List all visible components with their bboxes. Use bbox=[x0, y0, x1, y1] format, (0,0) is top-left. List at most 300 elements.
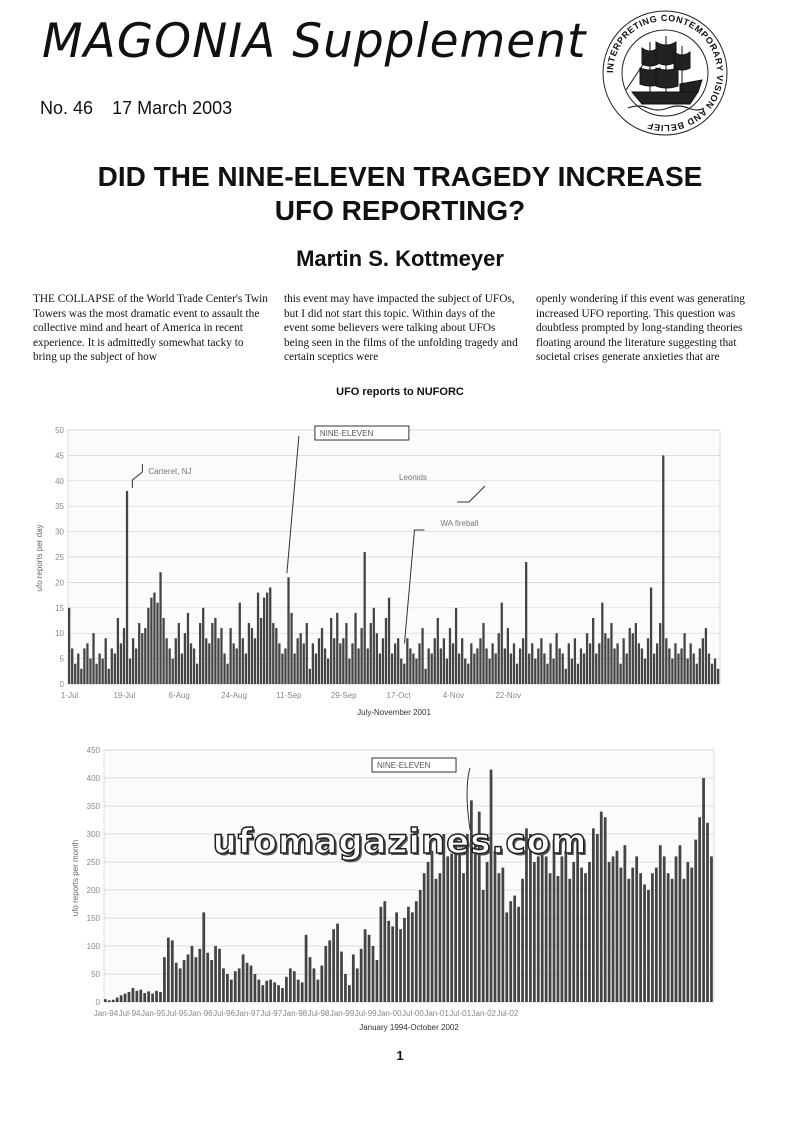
bar bbox=[102, 659, 104, 684]
y-tick-label: 50 bbox=[55, 426, 64, 435]
bar bbox=[250, 966, 253, 1002]
bar bbox=[705, 628, 707, 684]
bar bbox=[517, 907, 520, 1002]
bar bbox=[71, 648, 73, 684]
bar bbox=[504, 648, 506, 684]
bar bbox=[191, 946, 194, 1002]
chart-caption: UFO reports to NUFORC bbox=[336, 386, 464, 398]
bar bbox=[77, 654, 79, 684]
bar bbox=[135, 648, 137, 684]
bar bbox=[473, 654, 475, 684]
bar bbox=[699, 648, 701, 684]
bar bbox=[357, 648, 359, 684]
bar bbox=[257, 980, 260, 1002]
bar bbox=[641, 648, 643, 684]
x-tick-label: Jan-99 bbox=[329, 1009, 355, 1018]
bar bbox=[321, 628, 323, 684]
bar bbox=[171, 940, 174, 1002]
bar bbox=[462, 873, 465, 1002]
bar bbox=[659, 845, 662, 1002]
headline-line-2: UFO REPORTING? bbox=[274, 195, 526, 226]
bar bbox=[474, 840, 477, 1002]
bar bbox=[351, 643, 353, 684]
bar bbox=[284, 648, 286, 684]
bar bbox=[653, 654, 655, 684]
bar bbox=[568, 643, 570, 684]
x-tick-label: Jan-97 bbox=[235, 1009, 260, 1018]
headline-line-1: DID THE NINE-ELEVEN TRAGEDY INCREASE bbox=[97, 161, 703, 192]
bar bbox=[370, 623, 372, 684]
bar bbox=[372, 946, 375, 1002]
bar bbox=[592, 618, 594, 684]
y-tick-label: 350 bbox=[86, 802, 100, 811]
bar bbox=[210, 960, 213, 1002]
bar bbox=[278, 643, 280, 684]
bar bbox=[147, 991, 150, 1002]
bar bbox=[345, 623, 347, 684]
bar bbox=[385, 618, 387, 684]
bar bbox=[223, 654, 225, 684]
bar bbox=[352, 954, 355, 1002]
bar bbox=[638, 643, 640, 684]
bar bbox=[309, 957, 312, 1002]
bar bbox=[671, 879, 674, 1002]
article-column-1: THE COLLAPSE of the World Trade Center's Twin Towers was the most dramatic event to assault the collective mind and heart of America in recent experience. It is admittedly somewhat tacky to bring up the subject of how bbox=[33, 293, 268, 364]
bar bbox=[364, 552, 366, 684]
bar bbox=[229, 628, 231, 684]
bar bbox=[159, 572, 161, 684]
bar bbox=[214, 946, 217, 1002]
bar bbox=[452, 643, 454, 684]
bar bbox=[273, 982, 276, 1002]
bar bbox=[124, 994, 127, 1002]
bar bbox=[287, 577, 289, 684]
bar bbox=[656, 643, 658, 684]
bar bbox=[332, 929, 335, 1002]
bar bbox=[671, 659, 673, 684]
bar bbox=[541, 854, 544, 1002]
bar bbox=[714, 659, 716, 684]
bar bbox=[545, 856, 548, 1002]
bar bbox=[555, 633, 557, 684]
bar bbox=[336, 613, 338, 684]
bar bbox=[525, 562, 527, 684]
bar bbox=[509, 901, 512, 1002]
bar bbox=[565, 669, 567, 684]
bar bbox=[162, 618, 164, 684]
bar bbox=[153, 593, 155, 684]
y-tick-label: 150 bbox=[86, 914, 100, 923]
bar bbox=[238, 968, 241, 1002]
bar bbox=[315, 654, 317, 684]
bar bbox=[412, 654, 414, 684]
bar bbox=[305, 935, 308, 1002]
bar bbox=[195, 957, 198, 1002]
bar bbox=[494, 851, 497, 1002]
bar bbox=[580, 868, 583, 1002]
x-tick-label: Jul-97 bbox=[260, 1009, 283, 1018]
bar bbox=[668, 648, 670, 684]
bar bbox=[373, 608, 375, 684]
bar bbox=[290, 613, 292, 684]
bar bbox=[632, 633, 634, 684]
x-tick-label: Jul-98 bbox=[307, 1009, 330, 1018]
bar bbox=[208, 643, 210, 684]
annotation-label: Carteret, NJ bbox=[148, 467, 192, 476]
bar bbox=[449, 628, 451, 684]
bar bbox=[604, 633, 606, 684]
bar bbox=[528, 654, 530, 684]
bar bbox=[234, 971, 237, 1002]
bar bbox=[584, 873, 587, 1002]
bar bbox=[187, 613, 189, 684]
bar bbox=[391, 926, 394, 1002]
bar bbox=[403, 664, 405, 684]
x-tick-label: Jan-94 bbox=[93, 1009, 119, 1018]
bar bbox=[155, 991, 158, 1002]
bar bbox=[559, 648, 561, 684]
bar bbox=[607, 638, 609, 684]
bar bbox=[172, 659, 174, 684]
bar bbox=[423, 873, 426, 1002]
y-tick-label: 0 bbox=[59, 680, 64, 689]
bar bbox=[190, 643, 192, 684]
bar bbox=[549, 873, 552, 1002]
bar bbox=[407, 907, 410, 1002]
bar bbox=[138, 623, 140, 684]
x-tick-label: 11-Sep bbox=[276, 691, 302, 700]
x-tick-label: Jan-96 bbox=[188, 1009, 213, 1018]
bar bbox=[443, 638, 445, 684]
bar bbox=[105, 638, 107, 684]
bar bbox=[418, 643, 420, 684]
y-tick-label: 400 bbox=[86, 774, 100, 783]
sailing-ship-seal-icon bbox=[598, 6, 732, 140]
bar bbox=[431, 654, 433, 684]
bar bbox=[572, 862, 575, 1002]
bar bbox=[461, 638, 463, 684]
bar bbox=[586, 633, 588, 684]
bar bbox=[639, 873, 642, 1002]
bar bbox=[169, 648, 171, 684]
bar bbox=[354, 613, 356, 684]
y-tick-label: 0 bbox=[95, 998, 100, 1007]
bar bbox=[616, 643, 618, 684]
bar bbox=[199, 623, 201, 684]
bar bbox=[339, 643, 341, 684]
bar bbox=[643, 884, 646, 1002]
bar bbox=[175, 638, 177, 684]
bar bbox=[659, 623, 661, 684]
bar bbox=[612, 856, 615, 1002]
bar bbox=[263, 598, 265, 684]
bar bbox=[479, 638, 481, 684]
y-tick-label: 50 bbox=[91, 970, 100, 979]
bar bbox=[198, 949, 201, 1002]
bar bbox=[686, 659, 688, 684]
x-tick-label: Jul-00 bbox=[402, 1009, 424, 1018]
bar bbox=[348, 985, 351, 1002]
bar bbox=[464, 659, 466, 684]
bar bbox=[233, 643, 235, 684]
bar bbox=[577, 664, 579, 684]
bar bbox=[108, 669, 110, 684]
x-tick-label: 17-Oct bbox=[386, 691, 411, 700]
bar bbox=[427, 862, 430, 1002]
bar bbox=[132, 988, 135, 1002]
x-tick-label: Jan-00 bbox=[377, 1009, 402, 1018]
bar bbox=[708, 654, 710, 684]
bar bbox=[717, 669, 719, 684]
bar bbox=[348, 659, 350, 684]
bar bbox=[694, 840, 697, 1002]
bar bbox=[501, 603, 503, 684]
bar bbox=[376, 633, 378, 684]
x-tick-label: 4-Nov bbox=[442, 691, 465, 700]
bar bbox=[387, 921, 390, 1002]
bar bbox=[277, 985, 280, 1002]
y-tick-label: 20 bbox=[55, 578, 64, 588]
bar bbox=[616, 851, 619, 1002]
bar bbox=[266, 593, 268, 684]
bar bbox=[360, 628, 362, 684]
bar bbox=[431, 851, 434, 1002]
bar bbox=[627, 879, 630, 1002]
x-axis-title: July-November 2001 bbox=[357, 708, 431, 717]
bar bbox=[411, 912, 414, 1002]
bar bbox=[196, 664, 198, 684]
page-number: 1 bbox=[396, 1048, 404, 1063]
bar bbox=[382, 638, 384, 684]
bar bbox=[513, 896, 516, 1002]
bar bbox=[399, 929, 402, 1002]
bar bbox=[428, 648, 430, 684]
bar bbox=[379, 907, 382, 1002]
bar bbox=[202, 608, 204, 684]
bar bbox=[595, 654, 597, 684]
bar bbox=[623, 638, 625, 684]
bar bbox=[89, 659, 91, 684]
bar bbox=[342, 638, 344, 684]
bar bbox=[163, 957, 166, 1002]
bar bbox=[178, 623, 180, 684]
bar bbox=[272, 623, 274, 684]
y-tick-label: 45 bbox=[55, 451, 64, 461]
bar bbox=[297, 980, 300, 1002]
bar bbox=[327, 659, 329, 684]
bar bbox=[117, 618, 119, 684]
bar bbox=[141, 633, 143, 684]
x-tick-label: 29-Sep bbox=[330, 691, 357, 700]
monthly-reports-chart bbox=[0, 738, 800, 1038]
bar bbox=[306, 623, 308, 684]
bar bbox=[458, 654, 460, 684]
y-tick-label: 250 bbox=[86, 858, 100, 867]
masthead-title: MAGONIA Supplement bbox=[42, 14, 587, 69]
bar bbox=[92, 633, 94, 684]
bar bbox=[683, 633, 685, 684]
bar bbox=[340, 952, 343, 1002]
bar bbox=[312, 643, 314, 684]
watermark: ufomagazines.com bbox=[212, 822, 588, 862]
bar bbox=[693, 654, 695, 684]
author-byline: Martin S. Kottmeyer bbox=[296, 246, 504, 271]
bar bbox=[519, 648, 521, 684]
bar bbox=[303, 643, 305, 684]
bar bbox=[574, 638, 576, 684]
bar bbox=[251, 628, 253, 684]
bar bbox=[317, 980, 320, 1002]
bar bbox=[281, 988, 284, 1002]
bar bbox=[505, 912, 508, 1002]
bar bbox=[424, 669, 426, 684]
bar bbox=[257, 593, 259, 684]
bar bbox=[206, 953, 209, 1002]
bar bbox=[674, 643, 676, 684]
bar bbox=[242, 638, 244, 684]
bar bbox=[300, 633, 302, 684]
bar bbox=[330, 618, 332, 684]
bar bbox=[434, 638, 436, 684]
article-column-3: openly wondering if this event was generating increased UFO reporting. This question was doubtless prompted by long-standing theories floating around the literature suggesting that societal crises generate anxieties that are bbox=[536, 293, 745, 364]
bar bbox=[552, 659, 554, 684]
bar bbox=[269, 980, 272, 1002]
y-axis-title: ufo reports per day bbox=[35, 524, 44, 592]
bar bbox=[86, 643, 88, 684]
bar bbox=[635, 623, 637, 684]
bar bbox=[150, 598, 152, 684]
x-tick-label: Jan-01 bbox=[424, 1009, 449, 1018]
bar bbox=[458, 851, 461, 1002]
bar bbox=[696, 664, 698, 684]
bar bbox=[144, 628, 146, 684]
bar bbox=[680, 648, 682, 684]
bar bbox=[631, 868, 634, 1002]
bar bbox=[440, 648, 442, 684]
bar bbox=[388, 598, 390, 684]
bar bbox=[589, 643, 591, 684]
bar bbox=[111, 648, 113, 684]
bar bbox=[120, 643, 122, 684]
article-column-2: this event may have impacted the subject of UFOs, but I did not start this topic. Within days of the event some believers were talking about UFOs being seen in the films of the unfolding tragedy and certain sceptics were bbox=[284, 293, 518, 364]
bar bbox=[498, 873, 501, 1002]
bar bbox=[156, 603, 158, 684]
issue-date: 17 March 2003 bbox=[112, 98, 233, 118]
bar bbox=[588, 862, 591, 1002]
bar bbox=[175, 963, 178, 1002]
bar bbox=[193, 648, 195, 684]
bar bbox=[620, 868, 623, 1002]
bar bbox=[543, 654, 545, 684]
y-tick-label: 450 bbox=[86, 746, 100, 755]
bar bbox=[677, 654, 679, 684]
bar bbox=[601, 603, 603, 684]
bar bbox=[406, 638, 408, 684]
bar bbox=[285, 977, 288, 1002]
x-tick-label: Jul-99 bbox=[354, 1009, 377, 1018]
bar bbox=[95, 664, 97, 684]
bar bbox=[690, 868, 693, 1002]
bar bbox=[663, 856, 666, 1002]
bar bbox=[583, 654, 585, 684]
bar bbox=[120, 995, 123, 1002]
bar bbox=[123, 628, 125, 684]
bar bbox=[439, 873, 442, 1002]
x-axis-title: January 1994-October 2002 bbox=[359, 1023, 459, 1032]
bar bbox=[309, 669, 311, 684]
bar bbox=[143, 993, 146, 1002]
bar bbox=[293, 654, 295, 684]
bar bbox=[275, 628, 277, 684]
bar bbox=[655, 868, 658, 1002]
bar bbox=[455, 608, 457, 684]
bar bbox=[128, 992, 131, 1002]
bar bbox=[379, 654, 381, 684]
bar bbox=[647, 638, 649, 684]
bar bbox=[246, 963, 249, 1002]
y-tick-label: 30 bbox=[55, 527, 64, 537]
bar bbox=[297, 638, 299, 684]
bar bbox=[147, 608, 149, 684]
bar bbox=[220, 628, 222, 684]
bar bbox=[415, 901, 418, 1002]
bar bbox=[686, 862, 689, 1002]
bar bbox=[397, 638, 399, 684]
bar bbox=[236, 648, 238, 684]
bar bbox=[68, 608, 70, 684]
bar bbox=[80, 669, 82, 684]
bar bbox=[482, 623, 484, 684]
x-tick-label: Jul-01 bbox=[449, 1009, 472, 1018]
bar bbox=[623, 845, 626, 1002]
bar bbox=[580, 648, 582, 684]
x-tick-label: Jul-02 bbox=[496, 1009, 519, 1018]
bar bbox=[626, 654, 628, 684]
bar bbox=[510, 654, 512, 684]
bar bbox=[313, 968, 316, 1002]
bar bbox=[376, 960, 379, 1002]
bar bbox=[450, 854, 453, 1002]
bar bbox=[446, 856, 449, 1002]
bar bbox=[254, 974, 257, 1002]
bar bbox=[167, 938, 170, 1002]
bar bbox=[561, 856, 564, 1002]
bar bbox=[549, 643, 551, 684]
bar bbox=[230, 980, 233, 1002]
bar bbox=[98, 654, 100, 684]
bar bbox=[690, 643, 692, 684]
bar bbox=[415, 659, 417, 684]
seal-motto: INTERPRETING CONTEMPORARY VISION AND BELIEF bbox=[604, 12, 726, 134]
bar bbox=[344, 974, 347, 1002]
bar bbox=[289, 968, 292, 1002]
bar bbox=[467, 664, 469, 684]
bar bbox=[679, 845, 682, 1002]
bar bbox=[383, 901, 386, 1002]
y-tick-label: 10 bbox=[55, 629, 64, 639]
bar bbox=[205, 638, 207, 684]
bar bbox=[533, 862, 536, 1002]
bar bbox=[139, 990, 142, 1002]
article-headline bbox=[0, 160, 800, 228]
bar bbox=[568, 879, 571, 1002]
bar bbox=[711, 664, 713, 684]
bar bbox=[74, 664, 76, 684]
bar bbox=[546, 664, 548, 684]
bar bbox=[104, 999, 107, 1002]
bar bbox=[184, 633, 186, 684]
bar bbox=[265, 981, 268, 1002]
